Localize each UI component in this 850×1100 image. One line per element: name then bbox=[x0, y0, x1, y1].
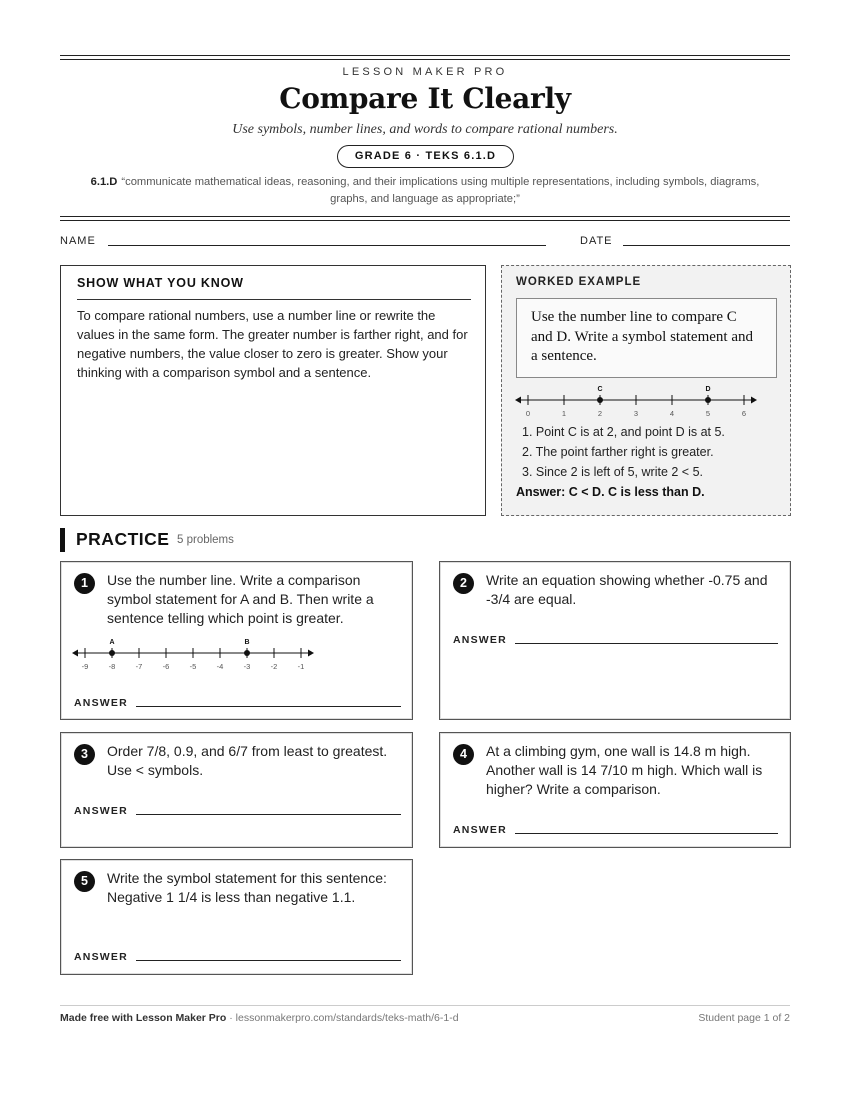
problem-number-1: 1 bbox=[74, 573, 95, 594]
header-bottom-rule bbox=[60, 216, 790, 221]
problem-card-1 bbox=[60, 561, 413, 720]
worked-example-step: 3. Since 2 is left of 5, write 2 < 5. bbox=[522, 465, 703, 479]
standard-text: “communicate mathematical ideas, reasoning, and their implications using multiple representations, including symbols, diagrams, graphs, and language as appropriate;” bbox=[121, 176, 760, 205]
show-what-you-know-heading: SHOW WHAT YOU KNOW bbox=[77, 276, 244, 290]
problem-card-4 bbox=[439, 732, 791, 848]
footer-rule bbox=[60, 1005, 790, 1006]
tick-label: 3 bbox=[633, 409, 639, 416]
worked-example-steps bbox=[522, 422, 725, 482]
problem-number-5: 5 bbox=[74, 871, 95, 892]
worked-example-prompt: Use the number line to compare C and D. Write a symbol statement and a sentence. bbox=[516, 298, 777, 378]
answer-label-5: ANSWER bbox=[74, 951, 128, 963]
standard-code: 6.1.D bbox=[90, 176, 118, 188]
show-what-you-know-panel bbox=[60, 265, 486, 516]
top-double-rule bbox=[60, 55, 790, 60]
page-subtitle: Use symbols, number lines, and words to compare rational numbers. bbox=[232, 122, 618, 137]
practice-count: 5 problems bbox=[177, 534, 234, 546]
show-what-you-know-body: To compare rational numbers, use a number line or rewrite the values in the same form. The greater number is farther right, and for negative numbers, the value closer to zero is greater. Show your thinking with a comparison symbol and a sentence. bbox=[77, 308, 468, 380]
answer-field-1[interactable] bbox=[136, 706, 401, 707]
tick-label: -9 bbox=[81, 662, 89, 671]
date-label: DATE bbox=[580, 235, 613, 247]
point-label: A bbox=[109, 639, 115, 646]
practice-heading: PRACTICE bbox=[76, 529, 170, 549]
problem-text-4: At a climbing gym, one wall is 14.8 m high. Another wall is 14 7/10 m high. Which wall is higher? Write a comparison. bbox=[486, 743, 763, 797]
footer-credit bbox=[60, 1012, 459, 1024]
point-label: B bbox=[244, 639, 250, 646]
answer-label-2: ANSWER bbox=[453, 634, 507, 646]
tick-label: 2 bbox=[597, 409, 603, 416]
point-marker bbox=[244, 650, 250, 656]
problem-number-3: 3 bbox=[74, 744, 95, 765]
arrow-left-icon bbox=[515, 397, 521, 404]
tick-label: -7 bbox=[135, 662, 143, 671]
tick-label: 5 bbox=[705, 409, 711, 416]
answer-label-3: ANSWER bbox=[74, 805, 128, 817]
problem-1-number-line bbox=[71, 636, 321, 672]
problem-number-2: 2 bbox=[453, 573, 474, 594]
tick-label: -8 bbox=[108, 662, 116, 671]
worked-example-number-line bbox=[512, 380, 762, 416]
point-label: D bbox=[705, 386, 711, 393]
show-what-you-know-rule bbox=[77, 299, 471, 300]
answer-field-3[interactable] bbox=[136, 814, 401, 815]
point-marker bbox=[597, 397, 603, 403]
footer-made-with: Made free with Lesson Maker Pro bbox=[60, 1012, 227, 1024]
practice-accent-bar bbox=[60, 528, 65, 552]
tick-label: -6 bbox=[162, 662, 170, 671]
footer-page-number: Student page 1 of 2 bbox=[698, 1012, 790, 1024]
page-title: Compare It Clearly bbox=[279, 82, 571, 115]
worked-example-step: 1. Point C is at 2, and point D is at 5. bbox=[522, 425, 725, 439]
tick-label: 6 bbox=[741, 409, 747, 416]
arrow-right-icon bbox=[308, 650, 314, 657]
name-field[interactable] bbox=[108, 245, 546, 246]
arrow-right-icon bbox=[751, 397, 757, 404]
tick-label: -2 bbox=[270, 662, 278, 671]
worked-example-heading: WORKED EXAMPLE bbox=[516, 276, 642, 288]
problem-number-4: 4 bbox=[453, 744, 474, 765]
tick-label: -4 bbox=[216, 662, 224, 671]
point-marker bbox=[705, 397, 711, 403]
answer-label-4: ANSWER bbox=[453, 824, 507, 836]
arrow-left-icon bbox=[72, 650, 78, 657]
footer-url: · lessonmakerpro.com/standards/teks-math/6-1-d bbox=[226, 1012, 459, 1024]
tick-label: 1 bbox=[561, 409, 567, 416]
tick-label: 4 bbox=[669, 409, 675, 416]
answer-label-1: ANSWER bbox=[74, 697, 128, 709]
point-label: C bbox=[597, 386, 603, 393]
name-label: NAME bbox=[60, 235, 96, 247]
tick-label: 0 bbox=[525, 409, 531, 416]
problem-text-2: Write an equation showing whether -0.75 and -3/4 are equal. bbox=[486, 572, 768, 607]
answer-field-2[interactable] bbox=[515, 643, 778, 644]
problem-text-3: Order 7/8, 0.9, and 6/7 from least to greatest. Use < symbols. bbox=[107, 743, 388, 778]
tick-label: -3 bbox=[243, 662, 251, 671]
grade-badge: GRADE 6 · TEKS 6.1.D bbox=[337, 145, 514, 168]
point-marker bbox=[109, 650, 115, 656]
standard-description bbox=[80, 174, 770, 208]
tick-label: -5 bbox=[189, 662, 197, 671]
answer-field-5[interactable] bbox=[136, 960, 401, 961]
problem-card-2 bbox=[439, 561, 791, 720]
date-field[interactable] bbox=[623, 245, 790, 246]
answer-field-4[interactable] bbox=[515, 833, 778, 834]
problem-text-1: Use the number line. Write a comparison symbol statement for A and B. Then write a sentence telling which point is greater. bbox=[107, 572, 374, 626]
problem-card-5 bbox=[60, 859, 413, 975]
worked-example-panel bbox=[501, 265, 791, 516]
problem-text-5: Write the symbol statement for this sentence: Negative 1 1/4 is less than negative 1.1. bbox=[107, 870, 387, 905]
worked-example-step: 2. The point farther right is greater. bbox=[522, 445, 714, 459]
problem-card-3 bbox=[60, 732, 413, 848]
brand-name: LESSON MAKER PRO bbox=[342, 66, 508, 78]
tick-label: -1 bbox=[297, 662, 305, 671]
worked-example-answer: Answer: C < D. C is less than D. bbox=[516, 485, 705, 499]
